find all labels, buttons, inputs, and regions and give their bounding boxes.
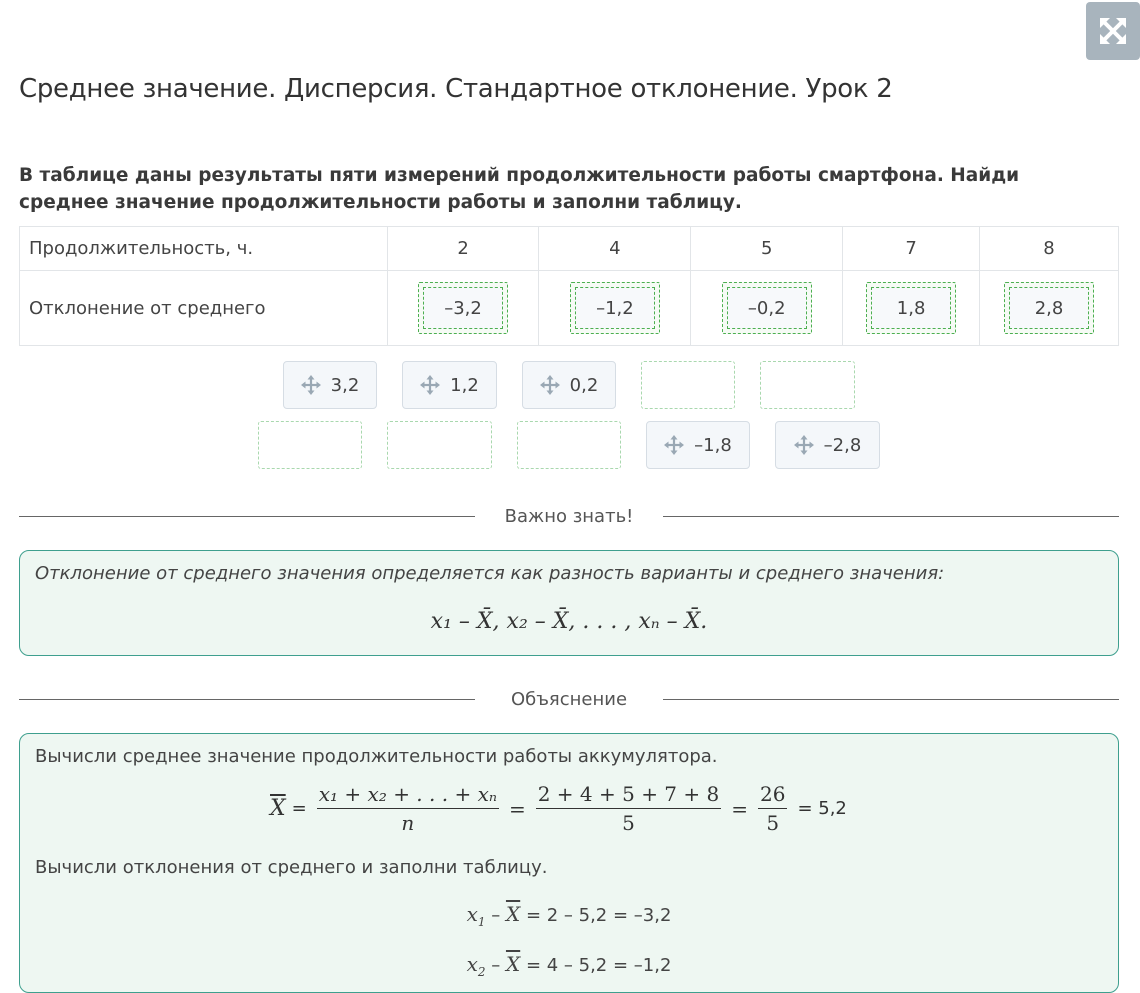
fraction-numerator: 2 + 4 + 5 + 7 + 8 xyxy=(536,782,722,809)
move-icon xyxy=(420,375,440,395)
table-cell: 4 xyxy=(539,227,691,271)
fraction xyxy=(317,782,499,835)
draggable-option[interactable] xyxy=(402,361,497,409)
explanation-line1: Вычисли среднее значение продолжительности работы аккумулятора. xyxy=(35,746,718,767)
fraction xyxy=(536,782,722,835)
table-cell: 8 xyxy=(980,227,1119,271)
fraction-denominator: n xyxy=(401,811,415,835)
table-row xyxy=(20,227,1119,271)
move-icon xyxy=(794,435,814,455)
deviation-formula: x₁ – X̄, x₂ – X̄, . . . , xₙ – X̄. xyxy=(430,609,708,634)
answer-chip[interactable]: 1,8 xyxy=(871,287,951,329)
move-icon xyxy=(540,375,560,395)
explanation-line2: Вычисли отклонения от среднего и заполни таблицу. xyxy=(35,857,548,878)
calc-result: = 2 – 5,2 = –3,2 xyxy=(525,905,672,926)
fraction-numerator: x₁ + x₂ + . . . + xₙ xyxy=(317,782,499,809)
answer-chip[interactable]: –1,2 xyxy=(575,287,655,329)
move-icon xyxy=(664,435,684,455)
fraction xyxy=(758,782,787,835)
drop-slot[interactable] xyxy=(570,282,660,334)
answer-chip[interactable]: –0,2 xyxy=(727,287,807,329)
drop-slot[interactable] xyxy=(866,282,956,334)
option-label: 3,2 xyxy=(330,374,360,396)
row-label-deviation: Отклонение от среднего xyxy=(20,271,388,346)
important-box xyxy=(19,550,1119,656)
mean-formula xyxy=(270,782,847,835)
answer-chip[interactable]: –3,2 xyxy=(423,287,503,329)
table-row xyxy=(20,271,1119,346)
fraction-denominator: 5 xyxy=(766,811,780,835)
explanation-box xyxy=(19,733,1119,993)
option-label: –2,8 xyxy=(823,434,862,456)
divider-line xyxy=(663,699,1119,700)
divider-line xyxy=(19,699,475,700)
table-cell: 2 xyxy=(387,227,539,271)
fullscreen-icon xyxy=(1098,16,1128,46)
fullscreen-button[interactable] xyxy=(1086,2,1140,60)
equals-sign: = xyxy=(508,796,526,821)
answer-chip[interactable]: 2,8 xyxy=(1009,287,1089,329)
empty-pool-slot[interactable] xyxy=(641,361,735,409)
fraction-denominator: 5 xyxy=(622,811,635,835)
empty-pool-slot[interactable] xyxy=(258,421,362,469)
mean-symbol: $\overline{X}$ xyxy=(270,796,286,821)
draggable-option[interactable] xyxy=(522,361,616,409)
empty-pool-slot[interactable] xyxy=(387,421,492,469)
option-label: 0,2 xyxy=(569,374,599,396)
row-label-duration: Продолжительность, ч. xyxy=(20,227,388,271)
equals-sign: = xyxy=(291,798,307,819)
option-label: –1,8 xyxy=(694,434,732,456)
page-title: Среднее значение. Дисперсия. Стандартное отклонение. Урок 2 xyxy=(19,74,893,104)
option-label: 1,2 xyxy=(450,374,479,396)
draggable-option[interactable] xyxy=(646,421,750,469)
calc-result: = 4 – 5,2 = –1,2 xyxy=(525,955,672,976)
drop-slot[interactable] xyxy=(418,282,508,334)
table-cell: 7 xyxy=(843,227,980,271)
data-table xyxy=(19,226,1119,346)
draggable-option[interactable] xyxy=(283,361,377,409)
task-text: В таблице даны результаты пяти измерений продолжительности работы смартфона. Найди среднее значение продолжительности работы и заполни таблицу. xyxy=(19,165,1020,213)
empty-pool-slot[interactable] xyxy=(517,421,621,469)
equals-sign: = xyxy=(731,796,748,821)
table-cell: 5 xyxy=(691,227,843,271)
important-heading: Важно знать! xyxy=(504,506,634,527)
calc-line: $x_2 - \overline{X} = 4 - 5,2 = -1,2$ xyxy=(466,952,672,979)
explanation-heading: Объяснение xyxy=(510,689,628,710)
fraction-numerator: 26 xyxy=(758,782,787,809)
divider-line xyxy=(19,516,475,517)
important-text: Отклонение от среднего значения определяется как разность варианты и среднего значения: xyxy=(35,563,945,584)
empty-pool-slot[interactable] xyxy=(760,361,855,409)
drop-slot[interactable] xyxy=(722,282,812,334)
mean-result: = 5,2 xyxy=(797,798,847,819)
drop-slot[interactable] xyxy=(1004,282,1094,334)
move-icon xyxy=(301,375,321,395)
calc-line: $x_1 - \overline{X} = 2 - 5,2 = -3,2$ xyxy=(466,902,672,929)
divider-line xyxy=(663,516,1119,517)
draggable-option[interactable] xyxy=(775,421,880,469)
